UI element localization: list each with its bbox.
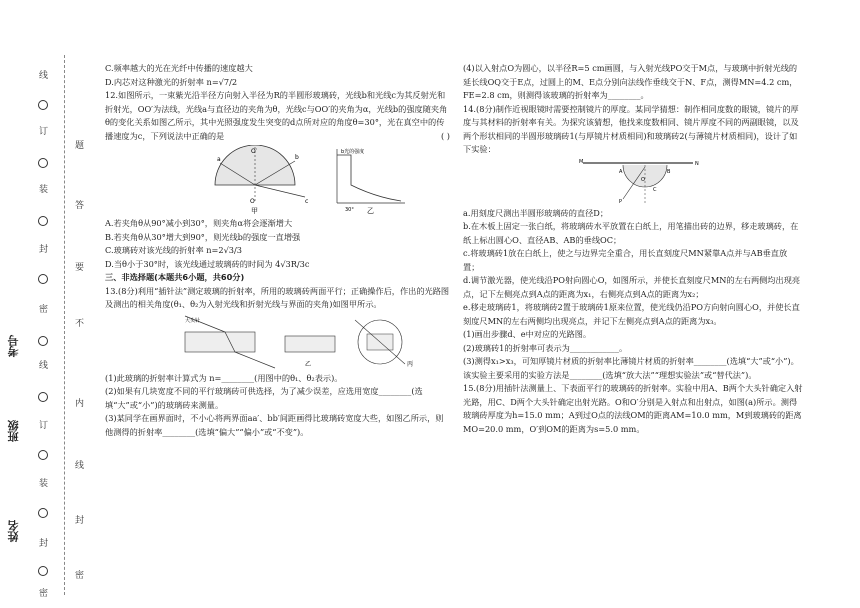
warning-word: 答	[73, 200, 83, 209]
name-label: 姓名	[7, 520, 20, 542]
q13-part-4: (4)以入射点O为圆心，以半径R=5 cm画圆，与入射光线PO交于M点，与玻璃中折射光线的延长线OQ交于E点，过圆上的M、E点分别向法线作垂线交于N、F点，测得MN=4.2 cm，FE=2.8 cm，则测得该玻璃的折射率为________。	[463, 63, 798, 100]
svg-text:b: b	[295, 154, 299, 161]
class-label: 班级	[7, 420, 20, 442]
binding-word: 装	[37, 478, 47, 487]
answer-paren: ( )	[441, 130, 450, 141]
fig-label-c: C	[653, 186, 657, 193]
binding-hole	[38, 450, 48, 460]
question-12-text: 12.如图所示，一束紫光沿半径方向射入半径为R的半圆形玻璃砖，光线b和光线c为其反射光和折射光，OO′为法线，光线a与直径边的夹角为θ，光线c与OO′的夹角为α，光线b的强度随夹角θ的变化关系如图乙所示，其中光照强度发生突变的d点所对应的角度θ=30°，光在真空中的传播速度为c，下列说法中正确的是	[105, 90, 448, 141]
left-column	[105, 62, 450, 439]
binding-word: 密	[37, 588, 47, 597]
q14-part-2: (2)玻璃砖1的折射率可表示为____________。	[463, 342, 628, 353]
semicircle-figure	[215, 145, 308, 215]
svg-text:乙: 乙	[305, 360, 312, 368]
q13-part-1: (1)此玻璃的折射率计算式为 n=________(用图中的θ₁、θ₂表示)。	[105, 372, 343, 383]
warning-word: 内	[73, 398, 83, 407]
figure-q13	[105, 314, 450, 370]
warning-word: 线	[73, 460, 83, 469]
binding-hole	[38, 100, 48, 110]
svg-text:O′: O′	[251, 148, 258, 155]
binding-hole	[38, 392, 48, 402]
q13-part-2: (2)如果有几块宽度不同的平行玻璃砖可供选择，为了减少误差，应选用宽度________(选填“大”或“小”)的玻璃砖来测量。	[105, 386, 423, 410]
svg-text:O: O	[250, 198, 255, 205]
q12-option-a: A.若夹角θ从90°减小到30°，则夹角α将会逐渐增大	[105, 218, 293, 228]
binding-word: 订	[37, 420, 47, 429]
question-12	[105, 89, 450, 143]
warning-word: 不	[73, 318, 83, 327]
binding-line	[64, 55, 65, 595]
step-d: d.调节激光器，使光线沿PO射向圆心O，如图所示，并使长直刻度尺MN的左右两侧均出现亮点，记下左侧亮点到A点的距离为x₁，右侧亮点到A点的距离为x₂；	[463, 275, 801, 299]
question-15: 15.(8分)用插针法测量上、下表面平行的玻璃砖的折射率。实验中用A、B两个大头针确定入射光路，用C、D两个大头针确定出射光路。O和O′分别是入射点和出射点，如图(a)所示。测得玻璃砖厚度为h=15.0 mm；A到过O点的法线OM的距离AM=10.0 mm，M到玻璃砖的距离MO=20.0 mm，O′到OM的距离为s=5.0 mm。	[463, 383, 803, 434]
warning-word: 封	[73, 515, 83, 524]
fig-30: 30°	[345, 207, 354, 213]
boundary-figure	[285, 336, 335, 368]
svg-text:丙: 丙	[407, 360, 414, 368]
binding-hole	[38, 508, 48, 518]
binding-margin	[0, 0, 95, 608]
svg-text:c: c	[305, 198, 309, 205]
warning-word: 题	[73, 140, 83, 149]
warning-word: 要	[73, 262, 83, 271]
svg-text:a: a	[217, 156, 221, 163]
q12-option-c: C.玻璃砖对该光线的折射率 n=2√3/3	[105, 245, 242, 255]
semicircle-ruler-figure	[579, 159, 699, 205]
svg-text:大头针: 大头针	[185, 317, 201, 324]
binding-word: 线	[37, 70, 47, 79]
warning-word: 密	[73, 570, 83, 579]
fig-label-a: A	[619, 168, 623, 175]
intensity-graph	[337, 148, 405, 215]
fig-label-o: O	[641, 176, 645, 183]
binding-hole	[38, 216, 48, 226]
fig-label-n: N	[695, 160, 699, 167]
q12-option-b: B.若夹角θ从30°增大到90°，则光线b的强度一直增强	[105, 231, 301, 242]
step-a: a.用刻度尺测出半圆形玻璃砖的直径D；	[463, 207, 609, 218]
binding-word: 封	[37, 244, 47, 253]
question-14: 14.(8分)制作近视眼镜时需要控制镜片的厚度。某同学猜想：制作相同度数的眼镜，镜片的厚度与其材料的折射率有关。为探究该猜想，他找来度数相同、镜片厚度不同的两副眼镜，以及两个形状相同的半圆形玻璃砖1(与厚镜片材质相同)和玻璃砖2(与薄镜片材质相同)，设计了如下实验：	[463, 103, 799, 154]
step-c: c.将玻璃砖1放在白纸上，使之与边界完全重合，用长直刻度尺MN紧靠A点并与AB垂直放置；	[463, 248, 788, 272]
question-13: 13.(8分)利用“插针法”测定玻璃的折射率，所用的玻璃砖两面平行；正确操作后，作出的光路图及测出的相关角度(θ₁、θ₂为入射光线和折射光线与界面的夹角)如图甲所示。	[105, 285, 450, 309]
q13-part-3: (3)某同学在画界面时，不小心将两界面aa′、bb′间距画得比玻璃砖宽度大些，如图乙所示，则他测得的折射率________(选填“偏大”“偏小”或“不变”)。	[105, 413, 444, 437]
id-label: 考号	[7, 335, 20, 357]
binding-word: 线	[37, 360, 47, 369]
figure-q13-svg	[105, 314, 450, 370]
binding-hole	[38, 336, 48, 346]
fig-label-p: P	[619, 198, 623, 205]
q14-part-3: (3)测得x₁>x₃，可知厚镜片材质的折射率比薄镜片材质的折射率________(选填“大”或“小”)。该实验主要采用的实验方法是________(选填“放大法”“理想实验法”或“替代法”)。	[463, 356, 799, 380]
pin-method-figure	[185, 316, 275, 368]
step-e: e.移走玻璃砖1，将玻璃砖2置于玻璃砖1原来位置，使光线仍沿PO方向射向圆心O，并使长直刻度尺MN的左右两侧均出现亮点，并记下左侧亮点到A点的距离为x₃。	[463, 302, 800, 326]
figure-q14-svg	[463, 159, 803, 205]
binding-word: 订	[37, 126, 47, 135]
binding-word: 装	[37, 184, 47, 193]
fig-yaxis: b光的强度	[341, 149, 365, 155]
binding-word: 封	[37, 538, 47, 547]
fig-label-yi: 乙	[367, 207, 374, 215]
figure-q12-svg	[105, 145, 450, 215]
step-b: b.在木板上固定一张白纸，将玻璃砖水平放置在白纸上，用笔描出砖的边界，移走玻璃砖，在纸上标出圆心O、直径AB、AB的垂线OC；	[463, 221, 799, 245]
right-column	[463, 62, 803, 436]
q14-part-1: (1)画出步骤d、e中对应的光路图。	[463, 329, 592, 339]
binding-hole	[38, 566, 48, 576]
binding-hole	[38, 158, 48, 168]
binding-hole	[38, 274, 48, 284]
figure-q12	[105, 145, 450, 215]
option-c: C.频率越大的光在光纤中传播的速度越大	[105, 63, 253, 73]
figure-q14	[463, 159, 803, 205]
fig-label-b: B	[667, 168, 671, 175]
section-3-heading: 三、非选择题(本题共6小题，共60分)	[105, 272, 245, 282]
binding-word: 密	[37, 304, 47, 313]
q12-option-d: D.当θ小于30°时，该光线通过玻璃砖的时间为 4√3R/3c	[105, 258, 310, 269]
fig-label-jia: 甲	[251, 207, 258, 215]
option-d: D.内芯对这种激光的折射率 n=√7/2	[105, 76, 238, 87]
circle-figure	[355, 320, 413, 368]
fig-label-m: M	[579, 158, 584, 165]
